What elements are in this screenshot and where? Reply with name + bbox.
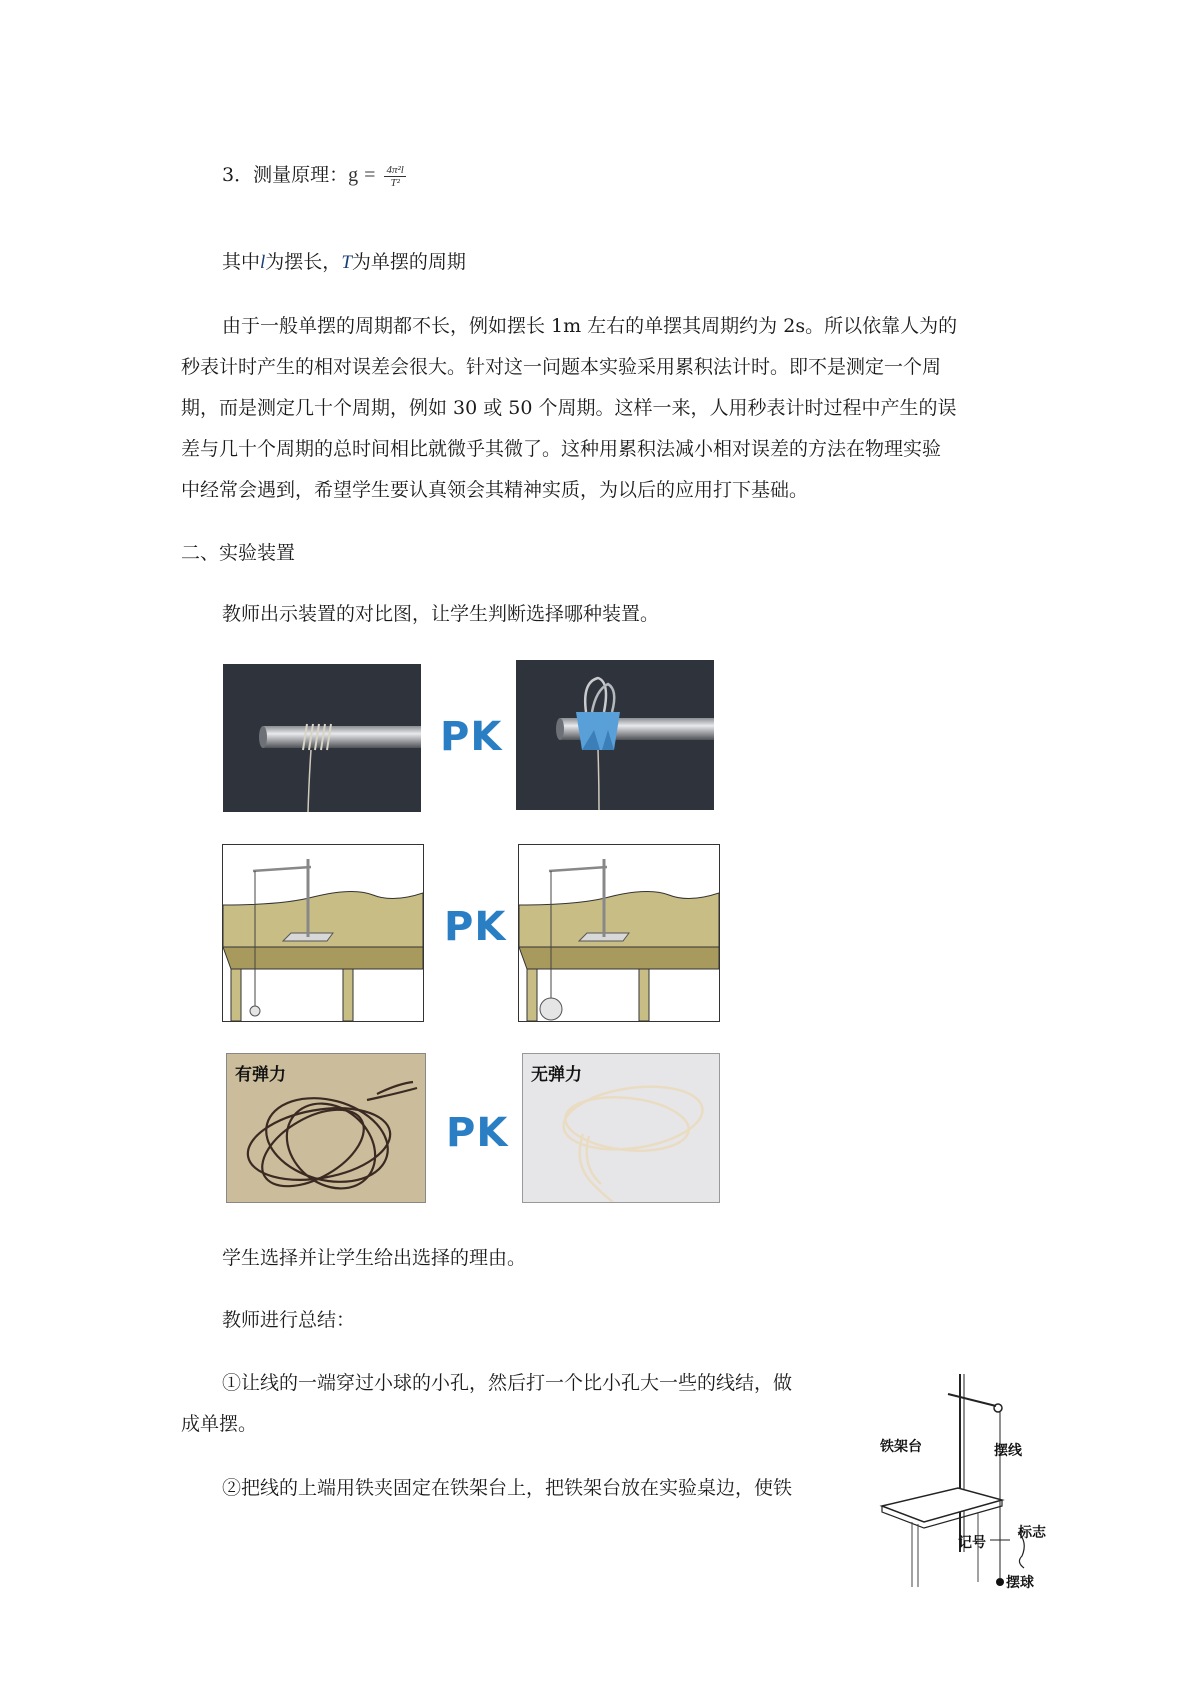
formula-denominator: T² [390,176,400,189]
paragraph-line: 差与几十个周期的总时间相比就微乎其微了。这种用累积法减小相对误差的方法在物理实验 [181,438,942,460]
student-choice: 学生选择并让学生给出选择的理由。 [222,1247,527,1269]
section-number: 3． [222,164,254,186]
variable-definition [222,242,466,283]
photo-inelastic-cord [522,1053,720,1203]
elastic-label: 有弹力 [235,1065,286,1085]
paragraph-line: 期，而是测定几十个周期，例如 30 或 50 个周期。这样一来，人用秒表计时过程中产生的误 [181,397,957,419]
photo-binder-clip [516,660,714,810]
intro-text: 教师出示装置的对比图，让学生判断选择哪种装置。 [222,603,660,625]
where-mid: 为摆长， [265,251,342,273]
formula-lhs: g [348,164,359,186]
symbol-l: l [260,252,266,273]
section-heading: 二、实验装置 [181,542,296,564]
diagram-large-bob [518,844,720,1022]
formula-fraction [384,164,405,189]
inelastic-label: 无弹力 [531,1065,582,1085]
label-bob: 摆球 [1006,1575,1034,1591]
step-1-line-1: ①让线的一端穿过小球的小孔，然后打一个比小孔大一些的线结，做 [222,1372,793,1394]
paragraph-line: 秒表计时产生的相对误差会很大。针对这一问题本实验采用累积法计时。即不是测定一个周 [181,356,942,378]
step-1-line-2: 成单摆。 [181,1413,258,1435]
formula-numerator: 4π²l [386,163,404,176]
pendulum-setup-figure [878,1372,1058,1602]
photo-elastic-cord [226,1053,426,1203]
pk-label: PK [444,904,507,950]
label-mark: 记号 [958,1535,986,1551]
pk-label: PK [446,1110,509,1156]
step-2-line-1: ②把线的上端用铁夹固定在铁架台上，把铁架台放在实验桌边，使铁 [222,1477,793,1499]
section-title: 测量原理： [253,164,349,186]
label-marker: 标志 [1018,1525,1046,1541]
formula-eq: = [364,164,376,186]
pk-label: PK [440,714,503,760]
where-post: 为单摆的周期 [351,251,466,273]
diagram-small-bob [222,844,424,1022]
photo-wound-string [223,664,421,812]
measurement-principle [222,155,406,196]
where-pre: 其中 [222,251,261,273]
label-string: 摆线 [994,1443,1022,1459]
teacher-summary: 教师进行总结： [222,1309,356,1331]
paragraph-line: 由于一般单摆的周期都不长，例如摆长 1m 左右的单摆其周期约为 2s。所以依靠人为的 [222,315,958,337]
symbol-T: T [341,252,352,273]
paragraph-line: 中经常会遇到，希望学生要认真领会其精神实质，为以后的应用打下基础。 [181,479,809,501]
label-stand: 铁架台 [880,1439,922,1455]
